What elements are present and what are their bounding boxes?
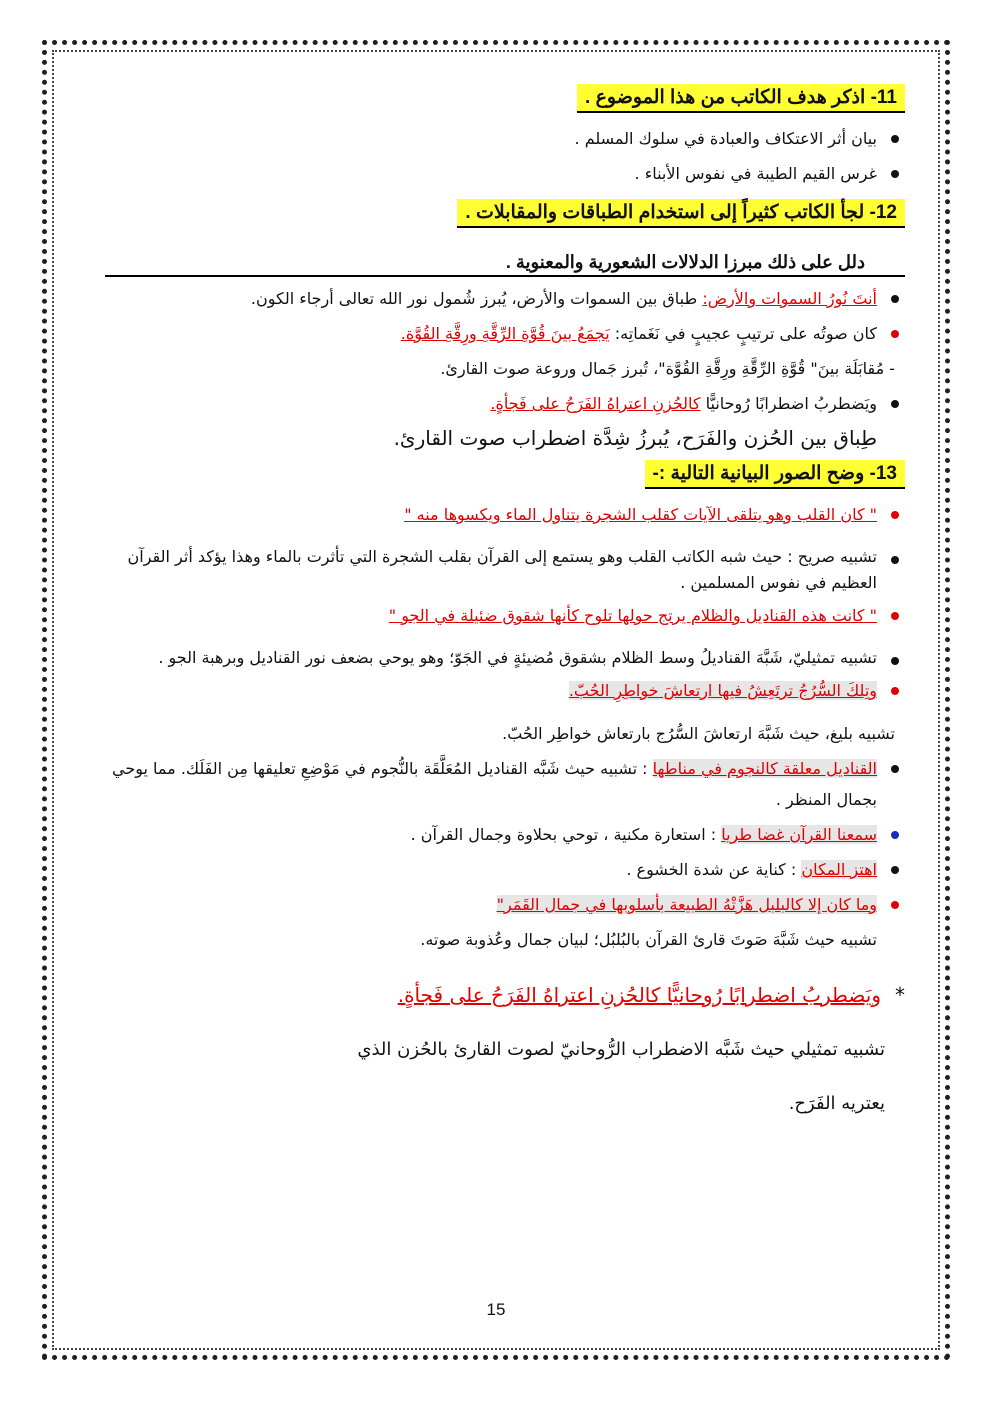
q12-heading: 12- لجأ الكاتب كثيراً إلى استخدام الطباقات والمقابلات . bbox=[457, 199, 905, 228]
q12-list bbox=[95, 283, 905, 349]
bullet-icon bbox=[891, 657, 899, 665]
q13-note-8a: تشبيه تمثيلي حيث شَبَّه الاضطراب الرُّوحانيّ لصوت القارئ بالحُزن الذي bbox=[357, 1039, 885, 1060]
sentence-text: كان صوتُه على ترتيبٍ عجيبٍ في نَغَماتِه: bbox=[609, 324, 877, 343]
list-item: سمعنا القرآن غضا طريا : استعارة مكنية ، توحي بحلاوة وجمال القرآن . bbox=[95, 819, 905, 850]
quote-text: يَجمَعُ بينَ قُوَّةِ الرِّقَّةِ ورِقَّةِ القُوَّة. bbox=[400, 324, 610, 343]
document-content bbox=[95, 78, 905, 1119]
bullet-icon bbox=[891, 901, 899, 909]
page-number: 15 bbox=[486, 1300, 506, 1319]
bullet-icon bbox=[891, 556, 899, 564]
list-item: تشبيه تمثيليّ، شَبَّهَ القناديلُ وسط الظلام بشقوق مُضيئةٍ في الجَوّ؛ وهو يوحي بضعف نور القناديل وبرهبة الجو . bbox=[95, 645, 905, 671]
bullet-icon bbox=[891, 612, 899, 620]
q13-note-7: تشبيه حيث شَبَّهَ صَوتَ قارئ القرآن بالبُلبُل؛ لبيان جمال وعُذوبة صوته. bbox=[420, 930, 877, 949]
list-item: غرس القيم الطيبة في نفوس الأبناء . bbox=[95, 158, 905, 189]
q13-note-8b: يعتريه الفَرَح. bbox=[788, 1093, 885, 1114]
q11-heading: 11- اذكر هدف الكاتب من هذا الموضوع . bbox=[577, 84, 905, 113]
bullet-icon bbox=[891, 765, 899, 773]
bullet-icon bbox=[891, 511, 899, 519]
list-item: وما كان إلا كالبلبل هَزَّتْهُ الطبيعة بأسلوبها في جمال القَمَر" bbox=[95, 889, 905, 920]
bullet-icon bbox=[891, 400, 899, 408]
list-item: بيان أثر الاعتكاف والعبادة في سلوك المسلم . bbox=[95, 123, 905, 154]
list-item: " كان القلب وهو يتلقى الآيات كقلب الشجرة يتناول الماء ويكسوها منه " bbox=[95, 499, 905, 530]
list-item bbox=[95, 388, 905, 419]
list-item: القناديل معلقة كالنجوم في مناطها : تشبيه حيث شَبَّه القناديل المُعَلَّقَة بالنُّجوم في مَوْضِعِ تعليقها مِن الفَلَك. مما يوحي بجمال المنظر . bbox=[95, 753, 905, 815]
bullet-icon bbox=[891, 831, 899, 839]
q13-list bbox=[95, 499, 905, 706]
q12-subheading: دلل على ذلك مبرزا الدلالات الشعورية والمعنوية . bbox=[105, 252, 905, 277]
explanation-text: طباق بين السموات والأرض، يُبرز شُمول نور الله تعالى أرجاء الكون. bbox=[250, 289, 703, 308]
bullet-icon bbox=[891, 295, 899, 303]
bullet-icon bbox=[891, 330, 899, 338]
bullet-icon bbox=[891, 687, 899, 695]
list-item bbox=[95, 318, 905, 349]
bullet-icon bbox=[891, 135, 899, 143]
quote-text: كالحُزنِ اعتراهُ الفَرَحُ على فَجأةٍ. bbox=[490, 394, 701, 413]
q11-list bbox=[95, 123, 905, 189]
list-item: " كانت هذه القناديل والظلام يرتج حولها تلوح كأنها شقوق ضئيلة في الجو " bbox=[95, 600, 905, 631]
q12-list-2 bbox=[95, 388, 905, 419]
list-item: تشبيه صريح : حيث شبه الكاتب القلب وهو يستمع إلى القرآن بقلب الشجرة التي تأثرت بالماء وهذا يؤكد أثر القرآن العظيم في نفوس المسلمين . bbox=[95, 544, 905, 596]
list-item: اهتز المكان : كناية عن شدة الخشوع . bbox=[95, 854, 905, 885]
q13-heading: 13- وضح الصور البيانية التالية :- bbox=[645, 460, 905, 489]
quote-text: ويَضطربُ اضطرابًا رُوحانيًّا كالحُزنِ اعتراهُ الفَرَحُ على فَجأةٍ. bbox=[397, 983, 881, 1007]
sentence-text: ويَضطربُ اضطرابًا رُوحانيًّا bbox=[700, 394, 877, 413]
bullet-icon bbox=[891, 866, 899, 874]
list-item bbox=[95, 283, 905, 314]
q13-note-3: تشبيه بليغ، حيث شَبَّهَ ارتعاشَ السُّرُج بارتعاش خواطِر الحُبّ. bbox=[502, 724, 895, 743]
star-marker: * bbox=[895, 983, 905, 1007]
q12-note-3: طِباق بين الحُزن والفَرَح، يُبرزُ شِدَّة اضطراب صوت القارئ. bbox=[393, 426, 877, 450]
q13-star-quote bbox=[95, 979, 905, 1011]
q13-list-2 bbox=[95, 753, 905, 920]
quote-text: أنتَ نُورُ السموات والأرض: bbox=[702, 289, 877, 308]
list-item: وتِلكَ السُّرُجُ ترتَعِشُ فيها ارتعاشَ خواطِرِ الحُبّ. bbox=[95, 675, 905, 706]
bullet-icon bbox=[891, 170, 899, 178]
q12-note-2: - مُقابَلَة بينَ" قُوَّةِ الرِّقَّةِ ورِقَّةِ القُوَّة"، تُبرز جَمال وروعة صوت القارئ. bbox=[440, 359, 895, 378]
